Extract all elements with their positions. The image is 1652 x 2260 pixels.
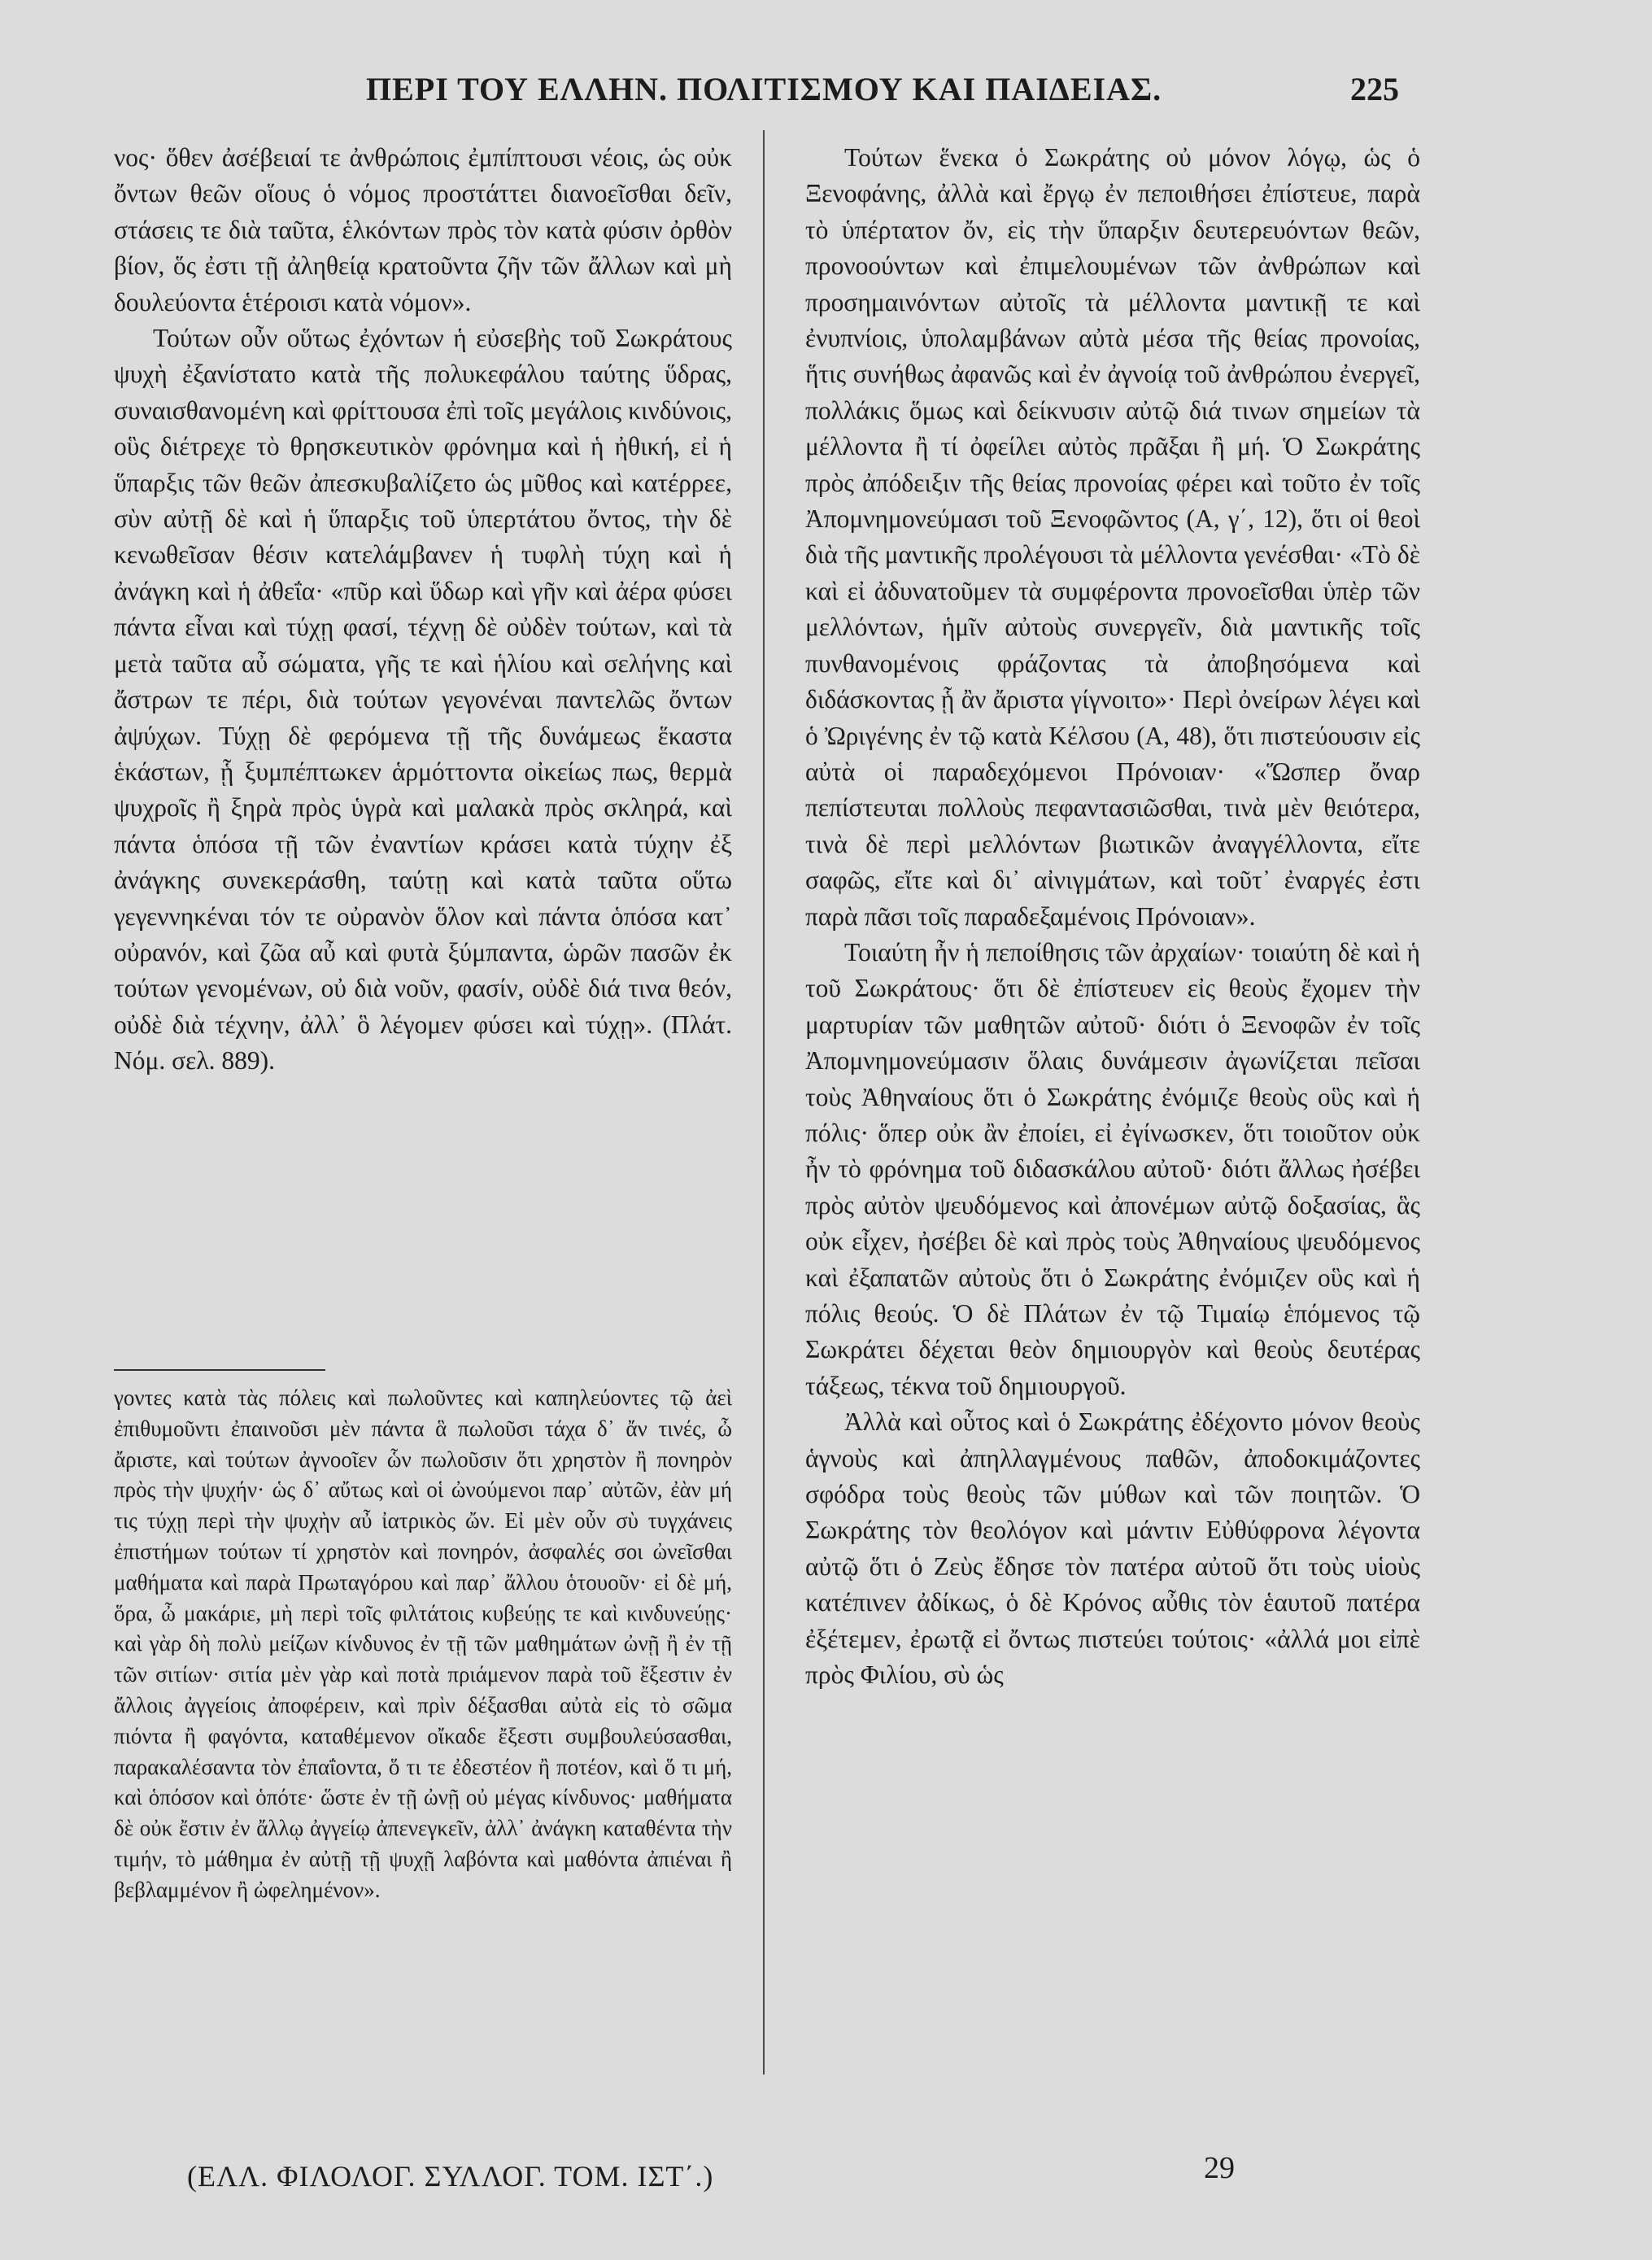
left-paragraph-1: νος· ὅθεν ἀσέβειαί τε ἀνθρώποις ἐμπίπτουσι νέοις, ὡς οὐκ ὄντων θεῶν οἵους ὁ νόμος προστάττει διανοεῖσθαι δεῖν, στάσεις τε διὰ ταῦτα, ἑλκόντων πρὸς τὸν κατὰ φύσιν ὀρθὸν βίον, ὅς ἐστι τῇ ἀληθείᾳ κρατοῦντα ζῆν τῶν ἄλλων καὶ μὴ δουλεύοντα ἑτέροισι κατὰ νόμον». bbox=[114, 143, 732, 316]
footnote-text: γοντες κατὰ τὰς πόλεις καὶ πωλοῦντες καὶ καπηλεύοντες τῷ ἀεὶ ἐπιθυμοῦντι ἐπαινοῦσι μὲν πάντα ἃ πωλοῦσι τάχα δ᾽ ἄν τινές, ὦ ἄριστε, καὶ τούτων ἀγνοοῖεν ὧν πωλοῦσιν ὅτι χρηστὸν ἢ πονηρὸν πρὸς τὴν ψυχήν· ὡς δ᾽ αὔτως καὶ οἱ ὠνούμενοι παρ᾽ αὐτῶν, ἐὰν μή τις τύχῃ περὶ τὴν ψυχὴν αὖ ἰατρικὸς ὤν. Εἰ μὲν οὖν σὺ τυγχάνεις ἐπιστήμων τούτων τί χρηστὸν καὶ πονηρόν, ἀσφαλές σοι ὠνεῖσθαι μαθήματα καὶ παρὰ Πρωταγόρου καὶ παρ᾽ ἄλλου ὁτουοῦν· εἰ δὲ μή, ὅρα, ὦ μακάριε, μὴ περὶ τοῖς φιλτάτοις κυβεύῃς τε καὶ κινδυνεύῃς· καὶ γὰρ δὴ πολὺ μείζων κίνδυνος ἐν τῇ τῶν μαθημάτων ὠνῇ ἢ ἐν τῇ τῶν σιτίων· σιτία μὲν γὰρ καὶ ποτὰ πριάμενον παρὰ τοῦ ἔξεστιν ἐν ἄλλοις ἀγγείοις ἀποφέρειν, καὶ πρὶν δέξασθαι αὐτὰ εἰς τὸ σῶμα πιόντα ἢ φαγόντα, καταθέμενον οἴκαδε ἔξεστι συμβουλεύσασθαι, παρακαλέσαντα τὸν ἐπαΐοντα, ὅ τι τε ἐδεστέον ἢ ποτέον, καὶ ὅ τι μή, καὶ ὁπόσον καὶ ὁπότε· ὥστε ἐν τῇ ὠνῇ οὐ μέγας κίνδυνος· μαθήματα δὲ οὐκ ἔστιν ἐν ἄλλῳ ἀγγείῳ ἀπενεγκεῖν, ἀλλ᾽ ἀνάγκη καταθέντα τὴν τιμήν, τὸ μάθημα ἐν αὐτῇ τῇ ψυχῇ λαβόντα καὶ μαθόντα ἀπιέναι ἢ βεβλαμμένον ἢ ὠφελημένον». bbox=[114, 1385, 732, 1902]
footnote-rule bbox=[114, 1369, 325, 1371]
right-paragraph-2: Τοιαύτη ἦν ἡ πεποίθησις τῶν ἀρχαίων· τοιαύτη δὲ καὶ ἡ τοῦ Σωκράτους· ὅτι δὲ ἐπίστευεν εἰς θεοὺς ἔχομεν τὴν μαρτυρίαν τῶν μαθητῶν αὐτοῦ· διότι ὁ Ξενοφῶν ἐν τοῖς Ἀπομνημονεύμασιν ὅλαις δυνάμεσιν ἀγωνίζεται πεῖσαι τοὺς Ἀθηναίους ὅτι ὁ Σωκράτης ἐνόμιζε θεοὺς οὓς καὶ ἡ πόλις· ὅπερ οὐκ ἂν ἐποίει, εἰ ἐγίνωσκεν, ὅτι τοιοῦτον οὐκ ἦν τὸ φρόνημα τοῦ διδασκάλου αὐτοῦ· διότι ἄλλως ἠσέβει πρὸς αὐτὸν ψευδόμενος καὶ ἀπονέμων αὐτῷ δοξασίας, ἃς οὐκ εἶχεν, ἠσέβει δὲ καὶ πρὸς τοὺς Ἀθηναίους ψευδόμενος καὶ ἐξαπατῶν αὐτοὺς ὅτι ὁ Σωκράτης ἐνόμιζεν οὓς καὶ ἡ πόλις θεούς. Ὁ δὲ Πλάτων ἐν τῷ Τιμαίῳ ἑπόμενος τῷ Σωκράτει δέχεται θεὸν δημιουργὸν καὶ θεοὺς δευτέρας τάξεως, τέκνα τοῦ δημιουργοῦ. bbox=[805, 937, 1420, 1400]
right-paragraph-3: Ἀλλὰ καὶ οὗτος καὶ ὁ Σωκράτης ἐδέχοντο μόνον θεοὺς ἁγνοὺς καὶ ἀπηλλαγμένους παθῶν, ἀποδοκιμάζοντες σφόδρα τοὺς θεοὺς τῶν μύθων καὶ τῶν ποιητῶν. Ὁ Σωκράτης τὸν θεολόγον καὶ μάντιν Εὐθύφρονα λέγοντα αὐτῷ ὅτι ὁ Ζεὺς ἔδησε τὸν πατέρα αὐτοῦ ὅτι τοὺς υἱοὺς κατέπινεν ἀδίκως, ὁ δὲ Κρόνος αὖθις τὸν ἑαυτοῦ πατέρα ἐξέτεμεν, ἐρωτᾷ εἰ ὄντως πιστεύει τούτοις· «ἀλλά μοι εἰπὲ πρὸς Φιλίου, σὺ ὡς bbox=[805, 1407, 1420, 1690]
footnote-block bbox=[114, 1383, 732, 2066]
right-paragraph-1: Τούτων ἕνεκα ὁ Σωκράτης οὐ μόνον λόγῳ, ὡς ὁ Ξενοφάνης, ἀλλὰ καὶ ἔργῳ ἐν πεποιθήσει ἐπίστευε, παρὰ τὸ ὑπέρτατον ὄν, εἰς τὴν ὕπαρξιν δευτερευόντων θεῶν, προνοούντων καὶ ἐπιμελουμένων τῶν ἀνθρώπων καὶ προσημαινόντων αὐτοῖς τὰ μέλλοντα μαντικῇ τε καὶ ἐνυπνίοις, ὑπολαμβάνων αὐτὰ μέσα τῆς θείας προνοίας, ἥτις συνήθως ἀφανῶς καὶ ἐν ἀγνοίᾳ τοῦ ἀνθρώπου ἐνεργεῖ, πολλάκις ὅμως καὶ δείκνυσιν αὐτῷ διά τινων σημείων τὰ μέλλοντα ἢ τί ὀφείλει αὐτὸς πρᾶξαι ἢ μή. Ὁ Σωκράτης πρὸς ἀπόδειξιν τῆς θείας προνοίας φέρει καὶ τοῦτο ἐν τοῖς Ἀπομνημονεύμασι τοῦ Ξενοφῶντος (Α, γ΄, 12), ὅτι οἱ θεοὶ διὰ τῆς μαντικῆς προλέγουσι τὰ μέλλοντα γενέσθαι· «Τὸ δὲ καὶ εἰ ἀδυνατοῦμεν τὰ συμφέροντα προνοεῖσθαι ὑπὲρ τῶν μελλόντων, ἡμῖν αὐτοὺς συνεργεῖν, διὰ μαντικῆς τοῖς πυνθανομένοις φράζοντας τὰ ἀποβησόμενα καὶ διδάσκοντας ᾗ ἂν ἄριστα γίγνοιτο»· Περὶ ὀνείρων λέγει καὶ ὁ Ὠριγένης ἐν τῷ κατὰ Κέλσου (Α, 48), ὅτι πιστεύουσιν εἰς αὐτὰ οἱ παραδεχόμενοι Πρόνοιαν· «Ὥσπερ ὄναρ πεπίστευται πολλοὺς πεφαντασιῶσθαι, τινὰ μὲν θειότερα, τινὰ δὲ περὶ μελλόντων βιωτικῶν ἀναγγέλλοντα, εἴτε σαφῶς, εἴτε καὶ δι᾽ αἰνιγμάτων, καὶ τοῦτ᾽ ἐναργές ἐστι παρὰ πᾶσι τοῖς παραδεξαμένοις Πρόνοιαν». bbox=[805, 143, 1420, 931]
column-divider bbox=[763, 130, 765, 2075]
sheet-signature-mark: 29 bbox=[1204, 2151, 1235, 2185]
running-header-title: ΠΕΡΙ ΤΟΥ ΕΛΛΗΝ. ΠΟΛΙΤΙΣΜΟΥ ΚΑΙ ΠΑΙΔΕΙΑΣ. bbox=[366, 71, 1162, 107]
right-column bbox=[805, 140, 1420, 2125]
left-paragraph-2: Τούτων οὖν οὕτως ἐχόντων ἡ εὐσεβὴς τοῦ Σωκράτους ψυχὴ ἐξανίστατο κατὰ τῆς πολυκεφάλου ταύτης ὕδρας, συναισθανομένη καὶ φρίττουσα ἐπὶ τοῖς μεγάλοις κινδύνοις, οὓς διέτρεχε τὸ θρησκευτικὸν φρόνημα καὶ ἡ ἠθική, εἰ ἡ ὕπαρξις τῶν θεῶν ἀπεσκυβαλίζετο ὡς μῦθος καὶ κατέρρεε, σὺν αὐτῇ δὲ καὶ ἡ ὕπαρξις τοῦ ὑπερτάτου ὄντος, τὴν δὲ κενωθεῖσαν θέσιν κατελάμβανεν ἡ τυφλὴ τύχη καὶ ἡ ἀνάγκη καὶ ἡ ἀθεΐα· «πῦρ καὶ ὕδωρ καὶ γῆν καὶ ἀέρα φύσει πάντα εἶναι καὶ τύχῃ φασί, τέχνῃ δὲ οὐδὲν τούτων, καὶ τὰ μετὰ ταῦτα αὖ σώματα, γῆς τε καὶ ἡλίου καὶ σελήνης καὶ ἄστρων τε πέρι, διὰ τούτων γεγονέναι παντελῶς ὄντων ἀψύχων. Τύχῃ δὲ φερόμενα τῇ τῆς δυνάμεως ἕκαστα ἑκάστων, ᾗ ξυμπέπτωκεν ἁρμόττοντα οἰκείως πως, θερμὰ ψυχροῖς ἢ ξηρὰ πρὸς ὑγρὰ καὶ μαλακὰ πρὸς σκληρά, καὶ πάντα ὁπόσα τῇ τῶν ἐναντίων κράσει κατὰ τύχην ἐξ ἀνάγκης συνεκεράσθη, ταύτῃ καὶ κατὰ ταῦτα οὕτω γεγεννηκέναι τόν τε οὐρανὸν ὅλον καὶ πάντα ὁπόσα κατ᾽ οὐρανόν, καὶ ζῶα αὖ καὶ φυτὰ ξύμπαντα, ὡρῶν πασῶν ἐκ τούτων γενομένων, οὐ διὰ νοῦν, φασίν, οὐδὲ διά τινα θεόν, οὐδὲ διὰ τέχνην, ἀλλ᾽ ὃ λέγομεν φύσει καὶ τύχῃ». (Πλάτ. Νόμ. σελ. 889). bbox=[114, 324, 732, 1075]
left-column bbox=[114, 140, 732, 1360]
footer-signature: (ΕΛΛ. ΦΙΛΟΛΟΓ. ΣΥΛΛΟΓ. ΤΟΜ. ΙΣΤ΄.) bbox=[187, 2160, 714, 2192]
page-number: 225 bbox=[1350, 71, 1399, 107]
